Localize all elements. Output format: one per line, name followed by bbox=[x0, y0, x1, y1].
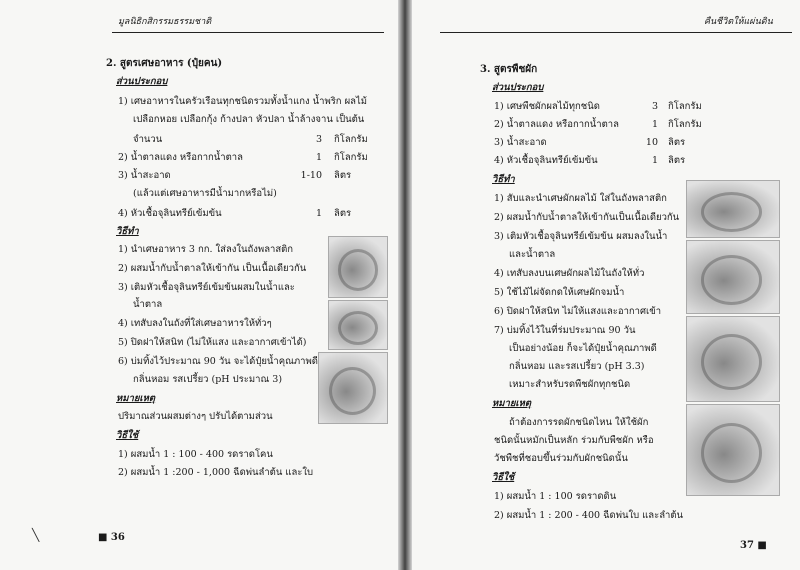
left-use-heading: วิธีใช้ bbox=[116, 430, 139, 441]
right-method-7d: เหมาะสำหรับรดพืชผักทุกชนิด bbox=[509, 379, 631, 390]
left-note-heading: หมายเหตุ bbox=[116, 393, 156, 404]
right-use-heading: วิธีใช้ bbox=[492, 472, 515, 483]
left-method-heading: วิธีทำ bbox=[116, 226, 139, 237]
book-gutter bbox=[398, 0, 412, 570]
left-method-2: 2) ผสมน้ำกับน้ำตาลให้เข้ากัน เป็นเนื้อเดียวกัน bbox=[118, 263, 307, 274]
left-method-6a: 6) บ่มทิ้งไว้ประมาณ 90 วัน จะได้ปุ๋ยน้ำคุณภาพดี bbox=[118, 356, 318, 367]
left-photo-2 bbox=[328, 300, 388, 350]
right-ing3-qty: 10 bbox=[645, 137, 658, 148]
right-note-c: วัชพืชที่ชอบขึ้นร่วมกับผักชนิดนั้น bbox=[494, 453, 628, 464]
right-method-2: 2) ผสมน้ำกับน้ำตาลให้เข้ากันเป็นเนื้อเดียวกัน bbox=[494, 212, 680, 223]
left-method-1: 1) นำเศษอาหาร 3 กก. ใส่ลงในถังพลาสติก bbox=[118, 244, 294, 255]
right-ing4: 4) หัวเชื้อจุลินทรีย์เข้มข้น bbox=[494, 155, 598, 166]
right-header-rule bbox=[440, 32, 792, 33]
left-ing2: 2) น้ำตาลแดง หรือกากน้ำตาล bbox=[118, 152, 243, 163]
right-photo-1 bbox=[686, 180, 780, 238]
right-note-a: ถ้าต้องการรดผักชนิดไหน ให้ใช้ผัก bbox=[509, 417, 649, 428]
right-page-number: 37 ■ bbox=[740, 540, 767, 551]
left-ing1-line1: 1) เศษอาหารในครัวเรือนทุกชนิดรวมทั้งน้ำแกง น้ำพริก ผลไม้ bbox=[118, 96, 368, 107]
left-ing2-qty: 1 bbox=[315, 152, 322, 163]
left-note-text: ปริมาณส่วนผสมต่างๆ ปรับได้ตามส่วน bbox=[118, 411, 273, 422]
left-ing3: 3) น้ำสะอาด bbox=[118, 170, 171, 181]
right-ing2: 2) น้ำตาลแดง หรือกากน้ำตาล bbox=[494, 119, 619, 130]
left-page bbox=[0, 0, 398, 570]
left-page-number: ■ 36 bbox=[98, 532, 125, 543]
right-running-header: คืนชีวิตให้แผ่นดิน bbox=[704, 17, 773, 27]
left-use-1: 1) ผสมน้ำ 1 : 100 - 400 รดราดโคน bbox=[118, 449, 273, 460]
left-method-5: 5) ปิดฝาให้สนิท (ไม่ให้แสง และอากาศเข้าได้) bbox=[118, 337, 307, 348]
right-photo-3 bbox=[686, 316, 780, 402]
left-ing4-qty: 1 bbox=[315, 208, 322, 219]
right-ing1-unit: กิโลกรัม bbox=[668, 101, 702, 112]
left-ing3-qty: 1-10 bbox=[300, 170, 322, 181]
left-method-3a: 3) เติมหัวเชื้อจุลินทรีย์เข้มข้นผสมในน้ำและ bbox=[118, 282, 295, 293]
right-ing1: 1) เศษพืชผักผลไม้ทุกชนิด bbox=[494, 101, 600, 112]
left-section-title: 2. สูตรเศษอาหาร (ปุ๋ยคน) bbox=[106, 58, 223, 69]
right-method-3a: 3) เติมหัวเชื้อจุลินทรีย์เข้มข้น ผสมลงในน้ำ bbox=[494, 231, 668, 242]
scan-mark: ╲ bbox=[32, 528, 40, 542]
right-ingredients-heading: ส่วนประกอบ bbox=[492, 82, 544, 93]
left-ing3-note: (แล้วแต่เศษอาหารมีน้ำมากหรือไม่) bbox=[133, 188, 277, 199]
right-use-2: 2) ผสมน้ำ 1 : 200 - 400 ฉีดพ่นใบ และลำต้น bbox=[494, 510, 684, 521]
right-ing4-qty: 1 bbox=[651, 155, 658, 166]
left-header-rule bbox=[112, 32, 384, 33]
left-use-2: 2) ผสมน้ำ 1 :200 - 1,000 ฉีดพ่นลำต้น และใบ bbox=[118, 467, 314, 478]
right-photo-2 bbox=[686, 240, 780, 314]
right-method-5: 5) ใช้ไม้ไผ่จัดกดให้เศษผักจมน้ำ bbox=[494, 287, 625, 298]
left-ing3-unit: ลิตร bbox=[334, 170, 352, 181]
left-ing1-line3: จำนวน bbox=[133, 134, 163, 145]
right-note-b: ชนิดนั้นหมักเป็นหลัก ร่วมกับพืชผัก หรือ bbox=[494, 435, 654, 446]
right-method-7a: 7) บ่มทิ้งไว้ในที่ร่มประมาณ 90 วัน bbox=[494, 325, 636, 336]
right-ing3: 3) น้ำสะอาด bbox=[494, 137, 547, 148]
right-note-heading: หมายเหตุ bbox=[492, 398, 532, 409]
right-ing4-unit: ลิตร bbox=[668, 155, 686, 166]
left-ing1-qty: 3 bbox=[315, 134, 322, 145]
left-method-4: 4) เทสับลงในถังที่ใส่เศษอาหารให้ทั่วๆ bbox=[118, 318, 272, 329]
left-ing4: 4) หัวเชื้อจุลินทรีย์เข้มข้น bbox=[118, 208, 222, 219]
right-method-4: 4) เทสับลงบนเศษผักผลไม้ในถังให้ทั่ว bbox=[494, 268, 645, 279]
right-method-7c: กลิ่นหอม และรสเปรี้ยว (pH 3.3) bbox=[509, 361, 645, 372]
left-ing1-unit: กิโลกรัม bbox=[334, 134, 368, 145]
right-ing1-qty: 3 bbox=[651, 101, 658, 112]
left-photo-3 bbox=[318, 352, 388, 424]
left-ing2-unit: กิโลกรัม bbox=[334, 152, 368, 163]
right-use-1: 1) ผสมน้ำ 1 : 100 รดราดดิน bbox=[494, 491, 617, 502]
right-method-1: 1) สับและนำเศษผักผลไม้ ใส่ในถังพลาสติก bbox=[494, 193, 667, 204]
right-ing2-unit: กิโลกรัม bbox=[668, 119, 702, 130]
right-ing3-unit: ลิตร bbox=[668, 137, 686, 148]
right-page bbox=[412, 0, 800, 570]
right-method-7b: เป็นอย่างน้อย ก็จะได้ปุ๋ยน้ำคุณภาพดี bbox=[509, 343, 657, 354]
left-ing4-unit: ลิตร bbox=[334, 208, 352, 219]
left-method-6b: กลิ่นหอม รสเปรี้ยว (pH ประมาณ 3) bbox=[133, 374, 283, 385]
right-method-3b: และน้ำตาล bbox=[509, 249, 556, 260]
left-method-3b: น้ำตาล bbox=[133, 299, 163, 310]
right-photo-4 bbox=[686, 404, 780, 496]
right-section-title: 3. สูตรพืชผัก bbox=[480, 64, 538, 75]
right-ing2-qty: 1 bbox=[651, 119, 658, 130]
left-ingredients-heading: ส่วนประกอบ bbox=[116, 76, 168, 87]
left-ing1-line2: เปลือกหอย เปลือกกุ้ง ก้างปลา หัวปลา น้ำล้างจาน เป็นต้น bbox=[133, 114, 365, 125]
right-method-heading: วิธีทำ bbox=[492, 174, 515, 185]
right-method-6: 6) ปิดฝาให้สนิท ไม่ให้แสงและอากาศเข้า bbox=[494, 306, 662, 317]
left-photo-1 bbox=[328, 236, 388, 298]
left-running-header: มูลนิธิกสิกรรมธรรมชาติ bbox=[118, 17, 212, 27]
